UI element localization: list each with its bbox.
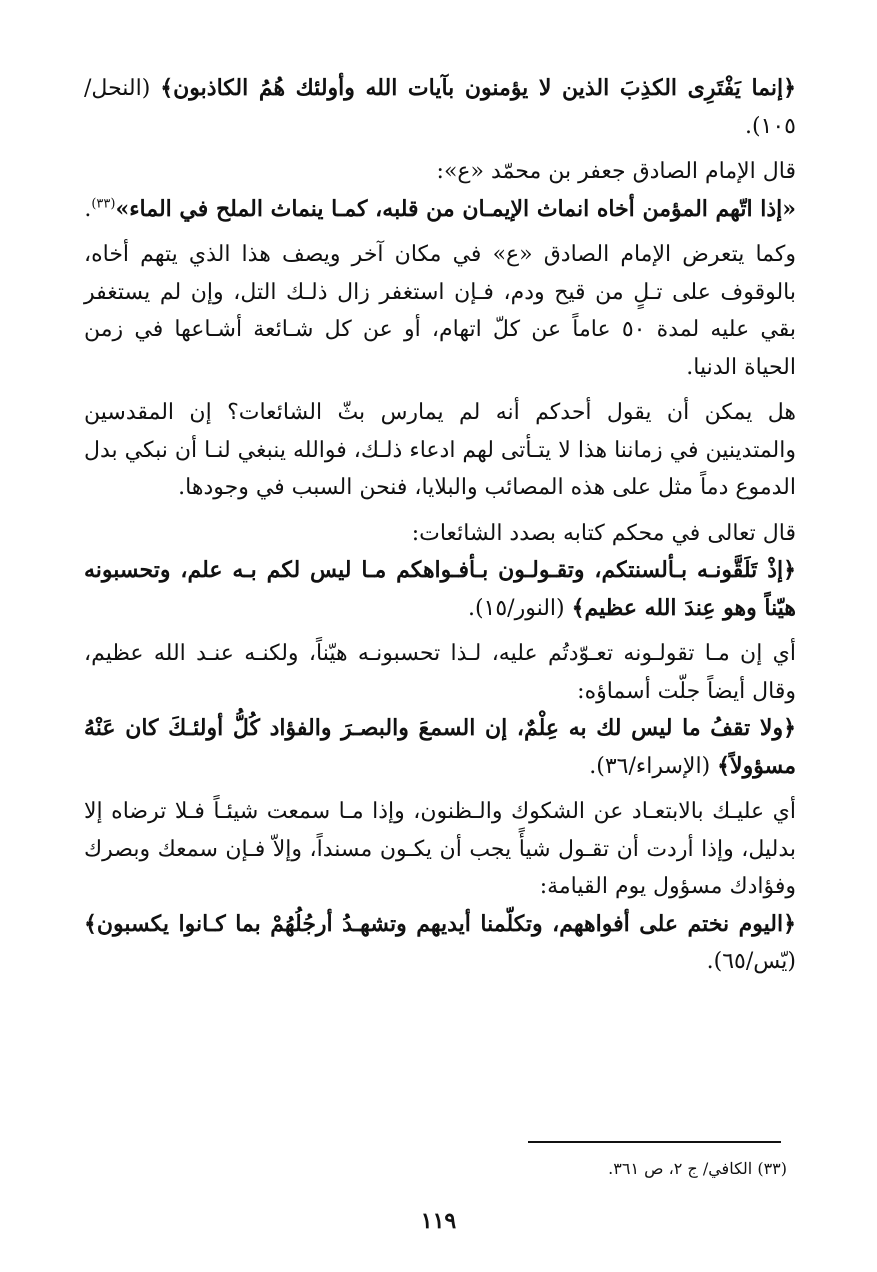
- paragraph-doubts: أي عليـك بالابتعـاد عن الشكوك والـظنون، وإذا مـا سمعت شيئـاً فـلا ترضاه إلا بدليل، وإذا أردت أن تقـول شيأً يجب أن يكـون مسنداً، وإلاّ فـإن سمعك وبصرك وفؤادك مسؤول يوم القيامة:: [84, 799, 796, 899]
- quote-reference: (النحل/١٠٥).: [84, 76, 796, 139]
- page-body: [84, 70, 796, 981]
- quran-quote-isra: [84, 710, 796, 785]
- page-number: ١١٩: [420, 1208, 457, 1234]
- quran-quote-nahl: [84, 70, 796, 145]
- footnote: (٣٣) الكافي/ ج ٢، ص ٣٦١.: [608, 1159, 787, 1178]
- hadith-text: «إذا اتّهم المؤمن أخاه انماث الإيمـان من قلبه، كمـا ينماث الملح في الماء»: [115, 195, 796, 222]
- quran-quote-nur: [84, 552, 796, 627]
- quote-text: ﴿اليوم نختم على أفواههم، وتكلّمنا أيديهم وتشهـدُ أرجُلُهُمْ بما كـانوا يكسبون﴾: [84, 910, 796, 937]
- quran-quote-yasin: [84, 906, 796, 981]
- hadith-quote: [84, 191, 796, 229]
- quote-reference: (النور/١٥).: [467, 595, 565, 621]
- footnote-divider: [528, 1141, 781, 1143]
- quote-reference: (الإسراء/٣٦).: [589, 753, 711, 779]
- quote-text: ﴿إنما يَفْتَرِى الكذِبَ الذين لا يؤمنون بآيات الله وأولئك هُمُ الكاذبون﴾: [160, 75, 796, 101]
- hadith-end: .: [84, 196, 92, 222]
- paragraph-rumors: هل يمكن أن يقول أحدكم أنه لم يمارس بثّ الشائعات؟ إن المقدسين والمتدينين في زماننا هذا لا يتـأتى لهم ادعاء ذلـك، فوالله ينبغي لنـا أن نبكي بدل الدموع دماً مثل على هذه المصائب والبلايا، فنحن السبب في وجودها.: [84, 400, 796, 500]
- quote-text: ﴿ولا تقفُ ما ليس لك به عِلْمٌ، إن السمعَ والبصـرَ والفؤاد كُلُّ أولئـكَ كان عَنْهُ مسؤولاً﴾: [84, 715, 796, 779]
- paragraph-explanation: أي إن مـا تقولـونه تعـوّدتُم عليه، لـذا تحسبونـه هيّناً، ولكنـه عنـد الله عظيم، وقال أيضاً جلّت أسماؤه:: [84, 641, 796, 704]
- quote-reference: (يّس/٦٥).: [706, 949, 796, 974]
- intro-quran-rumors: قال تعالى في محكم كتابه بصدد الشائعات:: [411, 520, 796, 546]
- intro-imam-sadiq: قال الإمام الصادق جعفر بن محمّد «ع»:: [436, 159, 796, 184]
- quote-text: ﴿إذْ تَلَقَّونـه بـألسنتكم، وتقـولـون بـأفـواهكم مـا ليس لكم بـه علم، وتحسبونه هيّناً وهو عِندَ الله عظيم﴾: [84, 557, 796, 621]
- paragraph-accusation: وكما يتعرض الإمام الصادق «ع» في مكان آخر ويصف هذا الذي يتهم أخاه، بالوقوف على تـلٍ من قيح ودم، فـإن استغفر زال ذلـك التل، وإن لم يستغفر بقي عليه لمدة ٥٠ عاماً عن كلّ اتهام، أو عن كل شـائعة أشـاعها في زمن الحياة الدنيا.: [84, 242, 796, 380]
- footnote-marker: (٣٣): [91, 196, 116, 212]
